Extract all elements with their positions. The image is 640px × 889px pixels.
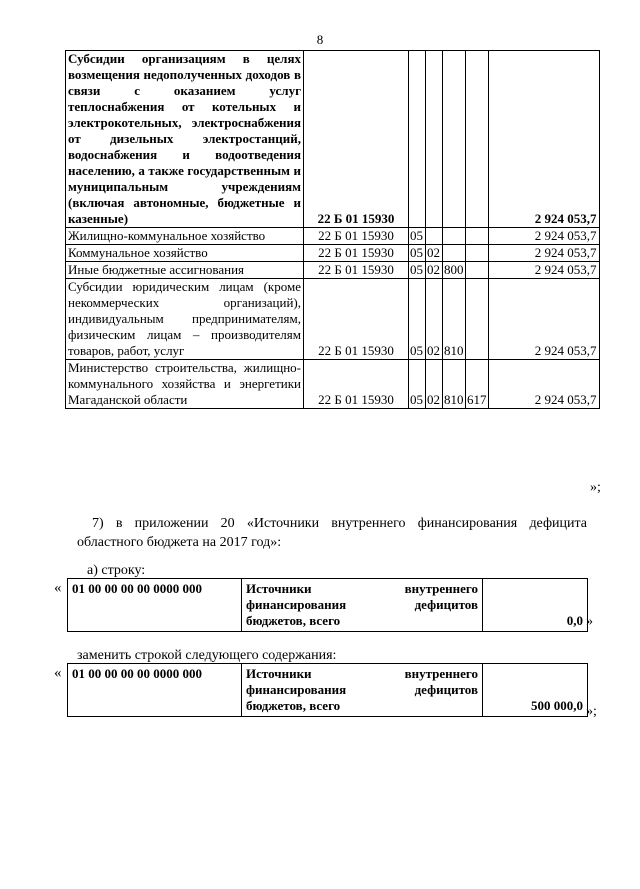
source-name-line: Источники внутреннего: [246, 666, 478, 681]
cell-rz: 05: [409, 279, 426, 360]
cell-csr: 22 Б 01 15930: [304, 245, 409, 262]
cell-desc: Министерство строительства, жилищно-коммунального хозяйства и энергетики Магаданской области: [66, 360, 304, 409]
cell-amount: 2 924 053,7: [488, 279, 599, 360]
opening-quote: «: [54, 665, 62, 681]
closing-quote: »;: [586, 704, 597, 719]
cell-csr: 22 Б 01 15930: [304, 51, 409, 228]
cell-rz: 05: [409, 262, 426, 279]
cell-grbs: [466, 262, 489, 279]
cell-grbs: [466, 228, 489, 245]
table-row: [68, 664, 588, 717]
budget-table-body: [66, 51, 600, 409]
cell-vr: 810: [443, 279, 466, 360]
table-row: [66, 228, 600, 245]
cell-rz: 05: [409, 360, 426, 409]
opening-quote: «: [54, 580, 62, 596]
cell-desc: Жилищно-коммунальное хозяйство: [66, 228, 304, 245]
cell-amount: 2 924 053,7: [488, 51, 599, 228]
source-name-cell: [242, 664, 483, 717]
table-row: [66, 360, 600, 409]
closing-quote: »: [586, 614, 593, 629]
cell-pr: 02: [426, 262, 443, 279]
cell-csr: 22 Б 01 15930: [304, 360, 409, 409]
cell-grbs: [466, 51, 489, 228]
source-row-old: [67, 578, 588, 632]
source-amount-cell: 0,0: [483, 579, 588, 632]
paragraph-item-7: 7) в приложении 20 «Источники внутреннего финансирования дефицита областного бюджета на 2017 год»:: [77, 516, 587, 550]
source-amount-cell: 500 000,0: [483, 664, 588, 717]
cell-desc: Субсидии организациям в целях возмещения недополученных доходов в связи с оказанием услуг теплоснабжения от котельных и электрокотельных, электроснабжения от дизельных электростанций, водоснабжения и водоотведения населению, а также государственным и муниципальным учреждениям (включая автономные, бюджетные и казенные): [66, 51, 304, 228]
cell-vr: [443, 228, 466, 245]
source-name-line: Источники внутреннего: [246, 581, 478, 596]
subitem-a-label: а) строку:: [87, 563, 146, 578]
table-row: [66, 262, 600, 279]
cell-rz: 05: [409, 228, 426, 245]
table-closing-quote: »;: [590, 480, 601, 495]
source-code-cell: 01 00 00 00 00 0000 000: [68, 664, 242, 717]
cell-grbs: [466, 279, 489, 360]
table-row: [66, 279, 600, 360]
cell-csr: 22 Б 01 15930: [304, 262, 409, 279]
budget-table: [65, 50, 600, 409]
cell-amount: 2 924 053,7: [488, 228, 599, 245]
cell-pr: 02: [426, 245, 443, 262]
source-name-line: бюджетов, всего: [246, 698, 341, 713]
cell-csr: 22 Б 01 15930: [304, 228, 409, 245]
page-number: 8: [316, 32, 324, 47]
cell-vr: [443, 245, 466, 262]
cell-desc: Субсидии юридическим лицам (кроме некоммерческих организаций), индивидуальным предпринимателям, физическим лицам – производителям товаров, работ, услуг: [66, 279, 304, 360]
table-row: [66, 51, 600, 228]
cell-rz: 05: [409, 245, 426, 262]
cell-pr: [426, 51, 443, 228]
source-code-cell: 01 00 00 00 00 0000 000: [68, 579, 242, 632]
source-name-cell: [242, 579, 483, 632]
cell-amount: 2 924 053,7: [488, 262, 599, 279]
cell-desc: Коммунальное хозяйство: [66, 245, 304, 262]
table-row: [66, 245, 600, 262]
source-name-line: бюджетов, всего: [246, 613, 341, 628]
cell-vr: 810: [443, 360, 466, 409]
cell-pr: 02: [426, 279, 443, 360]
cell-amount: 2 924 053,7: [488, 245, 599, 262]
cell-grbs: [466, 245, 489, 262]
cell-rz: [409, 51, 426, 228]
source-name-line: финансирования дефицитов: [246, 597, 478, 612]
cell-csr: 22 Б 01 15930: [304, 279, 409, 360]
source-name-line: финансирования дефицитов: [246, 682, 478, 697]
cell-vr: 800: [444, 262, 464, 277]
source-row-new: [67, 663, 588, 717]
cell-pr: [426, 228, 443, 245]
cell-grbs: 617: [466, 360, 489, 409]
cell-pr: 02: [426, 360, 443, 409]
replace-with-label: заменить строкой следующего содержания:: [77, 648, 337, 663]
cell-desc: Иные бюджетные ассигнования: [66, 262, 304, 279]
table-row: [68, 579, 588, 632]
cell-amount: 2 924 053,7: [488, 360, 599, 409]
cell-vr: [443, 51, 466, 228]
